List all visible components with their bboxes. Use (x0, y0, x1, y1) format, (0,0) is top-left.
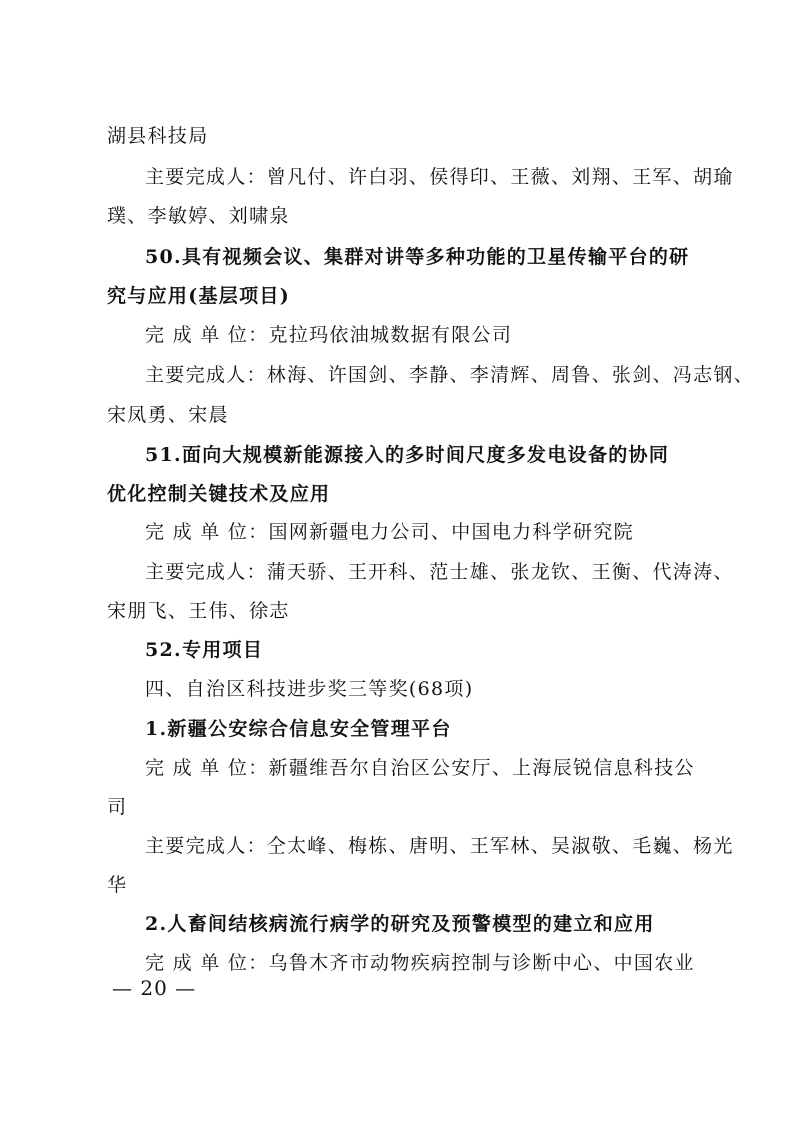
project-title-51: 51.面向大规模新能源接入的多时间尺度多发电设备的协同 (145, 444, 670, 466)
project-title-50: 50.具有视频会议、集群对讲等多种功能的卫星传输平台的研 (145, 246, 690, 268)
main-contributors-50-continuation: 宋凤勇、宋晨 (107, 404, 229, 426)
main-contributors-50: 主要完成人：林海、许国剑、李静、李清辉、周鲁、张剑、冯志钢、 (145, 364, 755, 386)
project-title-1: 1.新疆公安综合信息安全管理平台 (145, 718, 452, 740)
main-contributors-51-continuation: 宋朋飞、王伟、徐志 (107, 600, 290, 622)
page-number: — 20 — (112, 976, 197, 1000)
completion-unit-2: 完 成 单 位：乌鲁木齐市动物疾病控制与诊断中心、中国农业 (145, 952, 695, 974)
completion-unit-51: 完 成 单 位：国网新疆电力公司、中国电力科学研究院 (145, 521, 634, 543)
text-line-county-bureau: 湖县科技局 (107, 125, 209, 147)
completion-unit-1: 完 成 单 位：新疆维吾尔自治区公安厅、上海辰锐信息科技公 (145, 757, 695, 779)
project-title-52: 52.专用项目 (145, 639, 264, 661)
main-contributors-51: 主要完成人：蒲天骄、王开科、范士雄、张龙钦、王衡、代涛涛、 (145, 561, 734, 583)
project-title-50-continuation: 究与应用(基层项目) (107, 285, 290, 307)
completion-unit-50: 完 成 单 位：克拉玛依油城数据有限公司 (145, 324, 513, 346)
main-contributors-line: 主要完成人：曾凡付、许白羽、侯得印、王薇、刘翔、王军、胡瑜 (145, 166, 734, 188)
main-contributors-continuation: 璞、李敏婷、刘啸泉 (107, 205, 290, 227)
completion-unit-1-continuation: 司 (107, 796, 128, 818)
main-contributors-1-continuation: 华 (107, 874, 128, 896)
section-heading-third-prize: 四、自治区科技进步奖三等奖(68项) (145, 678, 474, 700)
project-title-51-continuation: 优化控制关键技术及应用 (107, 483, 331, 505)
project-title-2: 2.人畜间结核病流行病学的研究及预警模型的建立和应用 (145, 913, 655, 935)
main-contributors-1: 主要完成人：仝太峰、梅栋、唐明、王军林、吴淑敬、毛巍、杨光 (145, 835, 734, 857)
